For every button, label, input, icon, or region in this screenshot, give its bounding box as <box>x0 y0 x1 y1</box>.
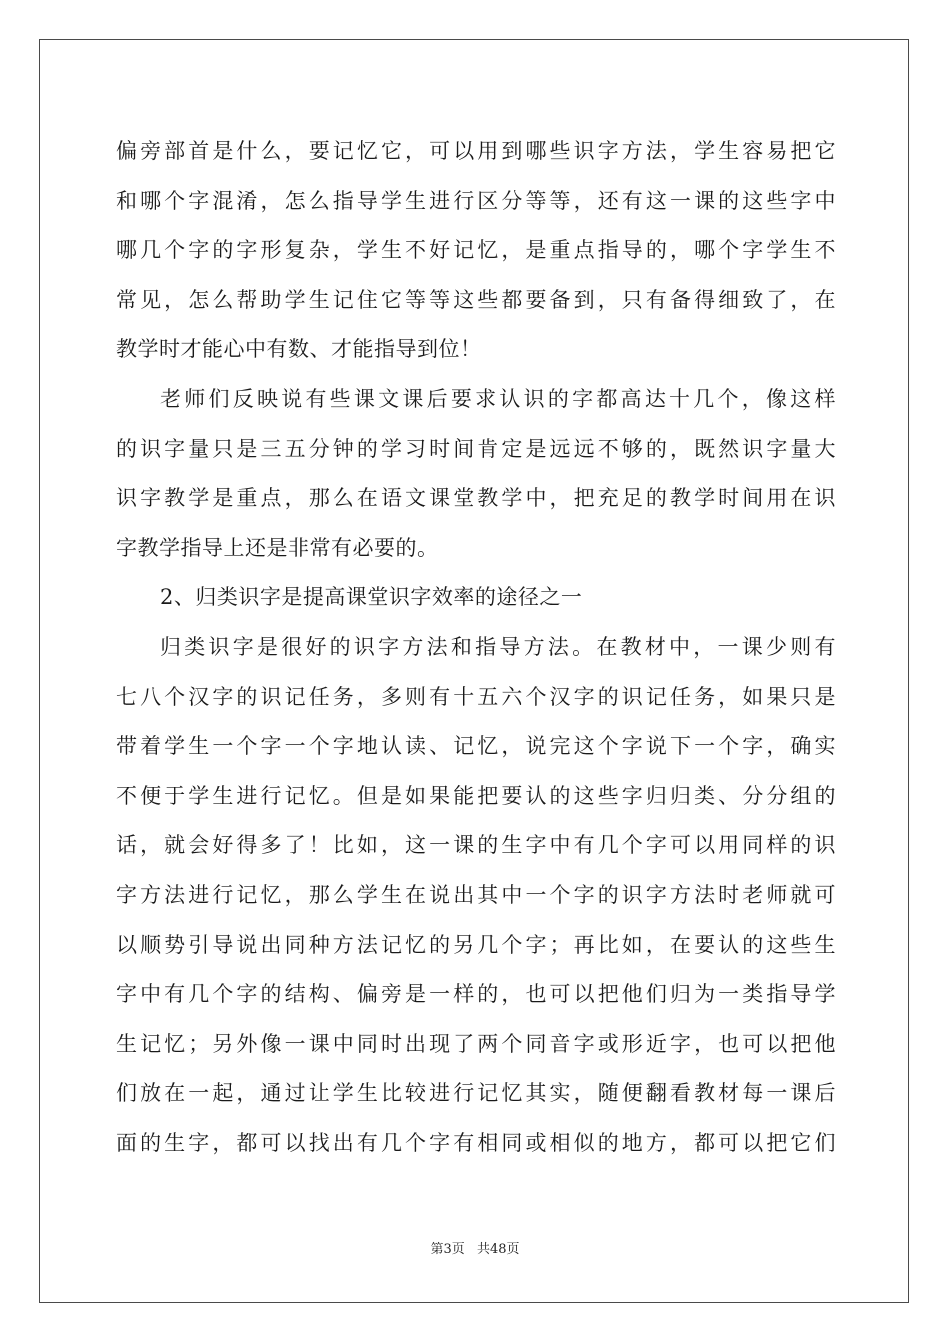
page-total: 共48页 <box>476 1242 520 1257</box>
page-footer <box>0 1238 950 1257</box>
text-line: 识字教学是重点，那么在语文课堂教学中，把充足的教学时间用在识 <box>116 486 836 511</box>
text-line: 不便于学生进行记忆。但是如果能把要认的这些字归归类、分分组的 <box>116 783 836 808</box>
text-line: 偏旁部首是什么，要记忆它，可以用到哪些识字方法，学生容易把它 <box>116 139 836 163</box>
text-line: 带着学生一个字一个字地认读、记忆，说完这个字说下一个字，确实 <box>116 734 836 759</box>
text-line: 们放在一起，通过让学生比较进行记忆其实，随便翻看教材每一课后 <box>116 1081 836 1106</box>
text-line: 七八个汉字的识记任务，多则有十五六个汉字的识记任务，如果只是 <box>116 684 836 709</box>
text-line: 和哪个字混淆，怎么指导学生进行区分等等，还有这一课的这些字中 <box>116 188 836 213</box>
section-heading: 2、归类识字是提高课堂识字效率的途径之一 <box>160 585 583 610</box>
text-line: 生记忆；另外像一课中同时出现了两个同音字或形近字，也可以把他 <box>116 1031 836 1056</box>
text-line: 字中有几个字的结构、偏旁是一样的，也可以把他们归为一类指导学 <box>116 982 836 1007</box>
text-line: 哪几个字的字形复杂，学生不好记忆，是重点指导的，哪个字学生不 <box>116 238 836 263</box>
text-line: 的识字量只是三五分钟的学习时间肯定是远远不够的，既然识字量大 <box>116 436 836 461</box>
document-body <box>116 127 836 1168</box>
paragraph-start-line: 归类识字是很好的识字方法和指导方法。在教材中，一课少则有 <box>160 634 836 659</box>
text-line: 字方法进行记忆，那么学生在说出其中一个字的识字方法时老师就可 <box>116 882 836 907</box>
text-line: 字教学指导上还是非常有必要的。 <box>116 535 439 560</box>
text-line: 面的生字，都可以找出有几个字有相同或相似的地方，都可以把它们 <box>116 1130 836 1155</box>
paragraph-start-line: 老师们反映说有些课文课后要求认识的字都高达十几个，像这样 <box>160 386 836 411</box>
text-line: 以顺势引导说出同种方法记忆的另几个字；再比如，在要认的这些生 <box>116 932 836 957</box>
text-line: 常见，怎么帮助学生记住它等等这些都要备到，只有备得细致了，在 <box>116 287 836 312</box>
page-number: 第3页 <box>430 1242 465 1257</box>
text-line: 教学时才能心中有数、才能指导到位！ <box>116 337 482 362</box>
text-line: 话，就会好得多了！比如，这一课的生字中有几个字可以用同样的识 <box>116 833 836 858</box>
